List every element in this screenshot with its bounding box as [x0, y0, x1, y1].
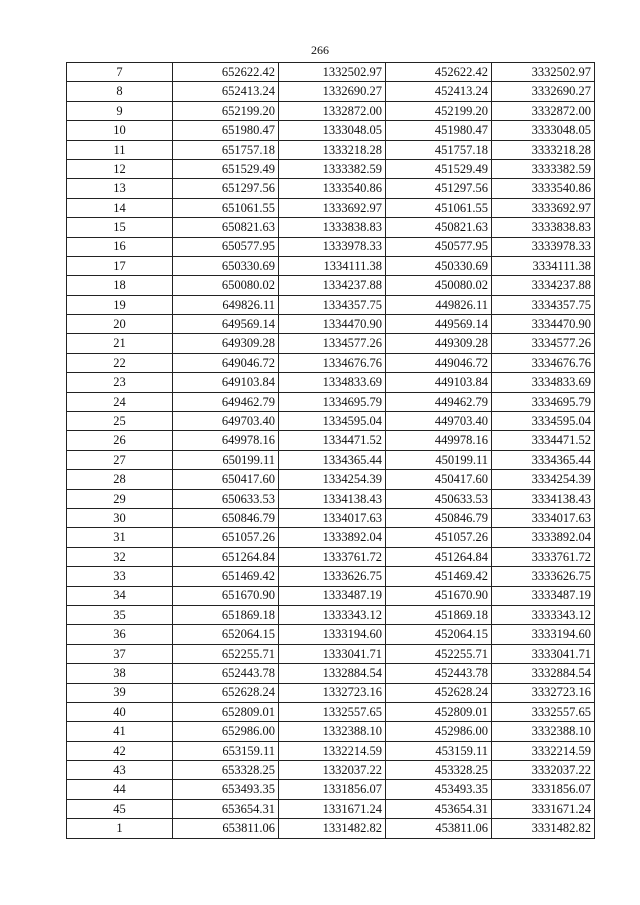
x-coordinate-cell: 651469.42 — [173, 567, 279, 586]
point-number-cell: 12 — [67, 159, 173, 178]
point-number-cell: 32 — [67, 547, 173, 566]
y-local-cell: 3333041.71 — [492, 644, 595, 663]
point-number-cell: 10 — [67, 121, 173, 140]
y-coordinate-cell: 1333194.60 — [279, 625, 386, 644]
y-coordinate-cell: 1333343.12 — [279, 605, 386, 624]
table-row — [67, 256, 595, 275]
x-coordinate-cell: 652064.15 — [173, 625, 279, 644]
x-coordinate-cell: 651670.90 — [173, 586, 279, 605]
table-row — [67, 508, 595, 527]
y-local-cell: 3333692.97 — [492, 198, 595, 217]
y-local-cell: 3334357.75 — [492, 295, 595, 314]
table-row — [67, 489, 595, 508]
table-row — [67, 664, 595, 683]
point-number-cell: 38 — [67, 664, 173, 683]
y-local-cell: 3334471.52 — [492, 431, 595, 450]
y-local-cell: 3334237.88 — [492, 276, 595, 295]
table-row — [67, 101, 595, 120]
y-local-cell: 3332723.16 — [492, 683, 595, 702]
table-row — [67, 605, 595, 624]
y-local-cell: 3332037.22 — [492, 761, 595, 780]
x-coordinate-cell: 649046.72 — [173, 353, 279, 372]
table-row — [67, 625, 595, 644]
x-coordinate-cell: 650633.53 — [173, 489, 279, 508]
x-local-cell: 451297.56 — [386, 179, 492, 198]
point-number-cell: 40 — [67, 702, 173, 721]
x-coordinate-cell: 652413.24 — [173, 82, 279, 101]
y-local-cell: 3333048.05 — [492, 121, 595, 140]
x-coordinate-cell: 650417.60 — [173, 470, 279, 489]
y-coordinate-cell: 1331482.82 — [279, 819, 386, 838]
point-number-cell: 16 — [67, 237, 173, 256]
y-coordinate-cell: 1334595.04 — [279, 412, 386, 431]
x-local-cell: 450821.63 — [386, 218, 492, 237]
point-number-cell: 28 — [67, 470, 173, 489]
point-number-cell: 24 — [67, 392, 173, 411]
y-coordinate-cell: 1332388.10 — [279, 722, 386, 741]
point-number-cell: 33 — [67, 567, 173, 586]
table-row — [67, 450, 595, 469]
x-local-cell: 451670.90 — [386, 586, 492, 605]
x-coordinate-cell: 653811.06 — [173, 819, 279, 838]
point-number-cell: 25 — [67, 412, 173, 431]
x-coordinate-cell: 652986.00 — [173, 722, 279, 741]
table-row — [67, 276, 595, 295]
x-local-cell: 453811.06 — [386, 819, 492, 838]
y-coordinate-cell: 1332723.16 — [279, 683, 386, 702]
point-number-cell: 39 — [67, 683, 173, 702]
point-number-cell: 31 — [67, 528, 173, 547]
x-local-cell: 450846.79 — [386, 508, 492, 527]
table-row — [67, 334, 595, 353]
point-number-cell: 11 — [67, 140, 173, 159]
y-coordinate-cell: 1333692.97 — [279, 198, 386, 217]
table-row — [67, 644, 595, 663]
x-local-cell: 452628.24 — [386, 683, 492, 702]
point-number-cell: 41 — [67, 722, 173, 741]
table-row — [67, 431, 595, 450]
point-number-cell: 15 — [67, 218, 173, 237]
y-coordinate-cell: 1334833.69 — [279, 373, 386, 392]
x-local-cell: 452064.15 — [386, 625, 492, 644]
page-number: 266 — [311, 43, 329, 57]
x-local-cell: 449309.28 — [386, 334, 492, 353]
table-row — [67, 741, 595, 760]
point-number-cell: 14 — [67, 198, 173, 217]
x-coordinate-cell: 652199.20 — [173, 101, 279, 120]
y-coordinate-cell: 1333382.59 — [279, 159, 386, 178]
table-row — [67, 179, 595, 198]
point-number-cell: 26 — [67, 431, 173, 450]
table-row — [67, 198, 595, 217]
point-number-cell: 37 — [67, 644, 173, 663]
y-coordinate-cell: 1332690.27 — [279, 82, 386, 101]
point-number-cell: 43 — [67, 761, 173, 780]
x-coordinate-cell: 651757.18 — [173, 140, 279, 159]
y-local-cell: 3332884.54 — [492, 664, 595, 683]
y-coordinate-cell: 1332502.97 — [279, 63, 386, 82]
y-local-cell: 3331856.07 — [492, 780, 595, 799]
table-row — [67, 528, 595, 547]
y-local-cell: 3334833.69 — [492, 373, 595, 392]
y-local-cell: 3332502.97 — [492, 63, 595, 82]
y-coordinate-cell: 1333761.72 — [279, 547, 386, 566]
y-local-cell: 3333487.19 — [492, 586, 595, 605]
table-row — [67, 761, 595, 780]
x-coordinate-cell: 652255.71 — [173, 644, 279, 663]
x-coordinate-cell: 649462.79 — [173, 392, 279, 411]
table-row — [67, 63, 595, 82]
table-row — [67, 392, 595, 411]
x-coordinate-cell: 651061.55 — [173, 198, 279, 217]
x-coordinate-cell: 650330.69 — [173, 256, 279, 275]
point-number-cell: 8 — [67, 82, 173, 101]
y-coordinate-cell: 1334470.90 — [279, 315, 386, 334]
x-coordinate-cell: 650846.79 — [173, 508, 279, 527]
y-local-cell: 3333343.12 — [492, 605, 595, 624]
x-coordinate-cell: 649978.16 — [173, 431, 279, 450]
y-coordinate-cell: 1334254.39 — [279, 470, 386, 489]
x-coordinate-cell: 652628.24 — [173, 683, 279, 702]
y-coordinate-cell: 1334676.76 — [279, 353, 386, 372]
y-local-cell: 3332872.00 — [492, 101, 595, 120]
x-local-cell: 450577.95 — [386, 237, 492, 256]
x-coordinate-cell: 651264.84 — [173, 547, 279, 566]
x-coordinate-cell: 651980.47 — [173, 121, 279, 140]
y-coordinate-cell: 1334237.88 — [279, 276, 386, 295]
y-coordinate-cell: 1334471.52 — [279, 431, 386, 450]
table-row — [67, 353, 595, 372]
y-coordinate-cell: 1334577.26 — [279, 334, 386, 353]
x-local-cell: 450080.02 — [386, 276, 492, 295]
x-local-cell: 452622.42 — [386, 63, 492, 82]
y-local-cell: 3333892.04 — [492, 528, 595, 547]
x-coordinate-cell: 653159.11 — [173, 741, 279, 760]
x-coordinate-cell: 650080.02 — [173, 276, 279, 295]
x-local-cell: 449826.11 — [386, 295, 492, 314]
y-coordinate-cell: 1331671.24 — [279, 799, 386, 818]
x-coordinate-cell: 651869.18 — [173, 605, 279, 624]
table-row — [67, 140, 595, 159]
table-row — [67, 470, 595, 489]
point-number-cell: 23 — [67, 373, 173, 392]
x-coordinate-cell: 651529.49 — [173, 159, 279, 178]
y-local-cell: 3333218.28 — [492, 140, 595, 159]
y-coordinate-cell: 1333978.33 — [279, 237, 386, 256]
coordinates-table — [66, 62, 595, 839]
table-row — [67, 218, 595, 237]
x-local-cell: 449569.14 — [386, 315, 492, 334]
x-local-cell: 452413.24 — [386, 82, 492, 101]
point-number-cell: 21 — [67, 334, 173, 353]
y-local-cell: 3334017.63 — [492, 508, 595, 527]
y-coordinate-cell: 1333487.19 — [279, 586, 386, 605]
table-row — [67, 295, 595, 314]
table-row — [67, 722, 595, 741]
y-local-cell: 3331671.24 — [492, 799, 595, 818]
y-coordinate-cell: 1333540.86 — [279, 179, 386, 198]
point-number-cell: 42 — [67, 741, 173, 760]
x-local-cell: 452199.20 — [386, 101, 492, 120]
y-coordinate-cell: 1332884.54 — [279, 664, 386, 683]
x-local-cell: 451757.18 — [386, 140, 492, 159]
y-coordinate-cell: 1332214.59 — [279, 741, 386, 760]
coordinates-table-body — [67, 63, 595, 839]
x-coordinate-cell: 649703.40 — [173, 412, 279, 431]
x-local-cell: 449103.84 — [386, 373, 492, 392]
x-local-cell: 449703.40 — [386, 412, 492, 431]
y-local-cell: 3333761.72 — [492, 547, 595, 566]
y-coordinate-cell: 1332037.22 — [279, 761, 386, 780]
x-coordinate-cell: 650199.11 — [173, 450, 279, 469]
point-number-cell: 19 — [67, 295, 173, 314]
x-coordinate-cell: 652809.01 — [173, 702, 279, 721]
x-coordinate-cell: 653328.25 — [173, 761, 279, 780]
table-row — [67, 683, 595, 702]
table-row — [67, 159, 595, 178]
point-number-cell: 13 — [67, 179, 173, 198]
table-row — [67, 586, 595, 605]
y-local-cell: 3334111.38 — [492, 256, 595, 275]
x-local-cell: 449462.79 — [386, 392, 492, 411]
y-local-cell: 3334595.04 — [492, 412, 595, 431]
point-number-cell: 36 — [67, 625, 173, 644]
table-row — [67, 373, 595, 392]
x-local-cell: 451529.49 — [386, 159, 492, 178]
point-number-cell: 7 — [67, 63, 173, 82]
x-local-cell: 453328.25 — [386, 761, 492, 780]
y-coordinate-cell: 1332872.00 — [279, 101, 386, 120]
y-coordinate-cell: 1333626.75 — [279, 567, 386, 586]
point-number-cell: 9 — [67, 101, 173, 120]
table-row — [67, 82, 595, 101]
x-local-cell: 451264.84 — [386, 547, 492, 566]
table-row — [67, 702, 595, 721]
x-coordinate-cell: 652622.42 — [173, 63, 279, 82]
point-number-cell: 18 — [67, 276, 173, 295]
table-row — [67, 567, 595, 586]
y-coordinate-cell: 1333838.83 — [279, 218, 386, 237]
x-local-cell: 452255.71 — [386, 644, 492, 663]
point-number-cell: 35 — [67, 605, 173, 624]
y-coordinate-cell: 1334017.63 — [279, 508, 386, 527]
x-coordinate-cell: 649103.84 — [173, 373, 279, 392]
x-local-cell: 452986.00 — [386, 722, 492, 741]
y-local-cell: 3334138.43 — [492, 489, 595, 508]
y-coordinate-cell: 1333048.05 — [279, 121, 386, 140]
x-local-cell: 449978.16 — [386, 431, 492, 450]
y-coordinate-cell: 1331856.07 — [279, 780, 386, 799]
y-local-cell: 3331482.82 — [492, 819, 595, 838]
table-row — [67, 121, 595, 140]
x-local-cell: 452809.01 — [386, 702, 492, 721]
x-coordinate-cell: 649826.11 — [173, 295, 279, 314]
x-local-cell: 451869.18 — [386, 605, 492, 624]
x-local-cell: 450199.11 — [386, 450, 492, 469]
y-coordinate-cell: 1333041.71 — [279, 644, 386, 663]
y-local-cell: 3334254.39 — [492, 470, 595, 489]
x-local-cell: 453159.11 — [386, 741, 492, 760]
x-local-cell: 451057.26 — [386, 528, 492, 547]
table-row — [67, 315, 595, 334]
point-number-cell: 27 — [67, 450, 173, 469]
y-local-cell: 3334695.79 — [492, 392, 595, 411]
y-coordinate-cell: 1333892.04 — [279, 528, 386, 547]
point-number-cell: 17 — [67, 256, 173, 275]
table-row — [67, 799, 595, 818]
x-local-cell: 451061.55 — [386, 198, 492, 217]
y-coordinate-cell: 1334357.75 — [279, 295, 386, 314]
y-local-cell: 3333540.86 — [492, 179, 595, 198]
table-row — [67, 819, 595, 838]
x-local-cell: 451469.42 — [386, 567, 492, 586]
y-local-cell: 3334365.44 — [492, 450, 595, 469]
x-local-cell: 453654.31 — [386, 799, 492, 818]
y-local-cell: 3333382.59 — [492, 159, 595, 178]
y-local-cell: 3332388.10 — [492, 722, 595, 741]
point-number-cell: 22 — [67, 353, 173, 372]
point-number-cell: 1 — [67, 819, 173, 838]
point-number-cell: 29 — [67, 489, 173, 508]
y-local-cell: 3334470.90 — [492, 315, 595, 334]
y-local-cell: 3334577.26 — [492, 334, 595, 353]
x-coordinate-cell: 651297.56 — [173, 179, 279, 198]
y-local-cell: 3332557.65 — [492, 702, 595, 721]
x-local-cell: 452443.78 — [386, 664, 492, 683]
table-row — [67, 237, 595, 256]
x-coordinate-cell: 652443.78 — [173, 664, 279, 683]
point-number-cell: 45 — [67, 799, 173, 818]
y-coordinate-cell: 1334111.38 — [279, 256, 386, 275]
y-coordinate-cell: 1334138.43 — [279, 489, 386, 508]
table-row — [67, 780, 595, 799]
point-number-cell: 20 — [67, 315, 173, 334]
x-coordinate-cell: 650577.95 — [173, 237, 279, 256]
x-coordinate-cell: 649309.28 — [173, 334, 279, 353]
x-local-cell: 451980.47 — [386, 121, 492, 140]
point-number-cell: 30 — [67, 508, 173, 527]
x-local-cell: 450330.69 — [386, 256, 492, 275]
y-coordinate-cell: 1333218.28 — [279, 140, 386, 159]
y-local-cell: 3333838.83 — [492, 218, 595, 237]
y-coordinate-cell: 1334695.79 — [279, 392, 386, 411]
x-local-cell: 453493.35 — [386, 780, 492, 799]
x-coordinate-cell: 653493.35 — [173, 780, 279, 799]
x-coordinate-cell: 650821.63 — [173, 218, 279, 237]
y-local-cell: 3334676.76 — [492, 353, 595, 372]
y-local-cell: 3333626.75 — [492, 567, 595, 586]
x-coordinate-cell: 653654.31 — [173, 799, 279, 818]
table-row — [67, 547, 595, 566]
y-coordinate-cell: 1334365.44 — [279, 450, 386, 469]
point-number-cell: 34 — [67, 586, 173, 605]
table-row — [67, 412, 595, 431]
y-local-cell: 3332214.59 — [492, 741, 595, 760]
x-local-cell: 449046.72 — [386, 353, 492, 372]
x-local-cell: 450633.53 — [386, 489, 492, 508]
y-local-cell: 3332690.27 — [492, 82, 595, 101]
x-coordinate-cell: 649569.14 — [173, 315, 279, 334]
x-local-cell: 450417.60 — [386, 470, 492, 489]
point-number-cell: 44 — [67, 780, 173, 799]
y-local-cell: 3333978.33 — [492, 237, 595, 256]
y-local-cell: 3333194.60 — [492, 625, 595, 644]
y-coordinate-cell: 1332557.65 — [279, 702, 386, 721]
x-coordinate-cell: 651057.26 — [173, 528, 279, 547]
